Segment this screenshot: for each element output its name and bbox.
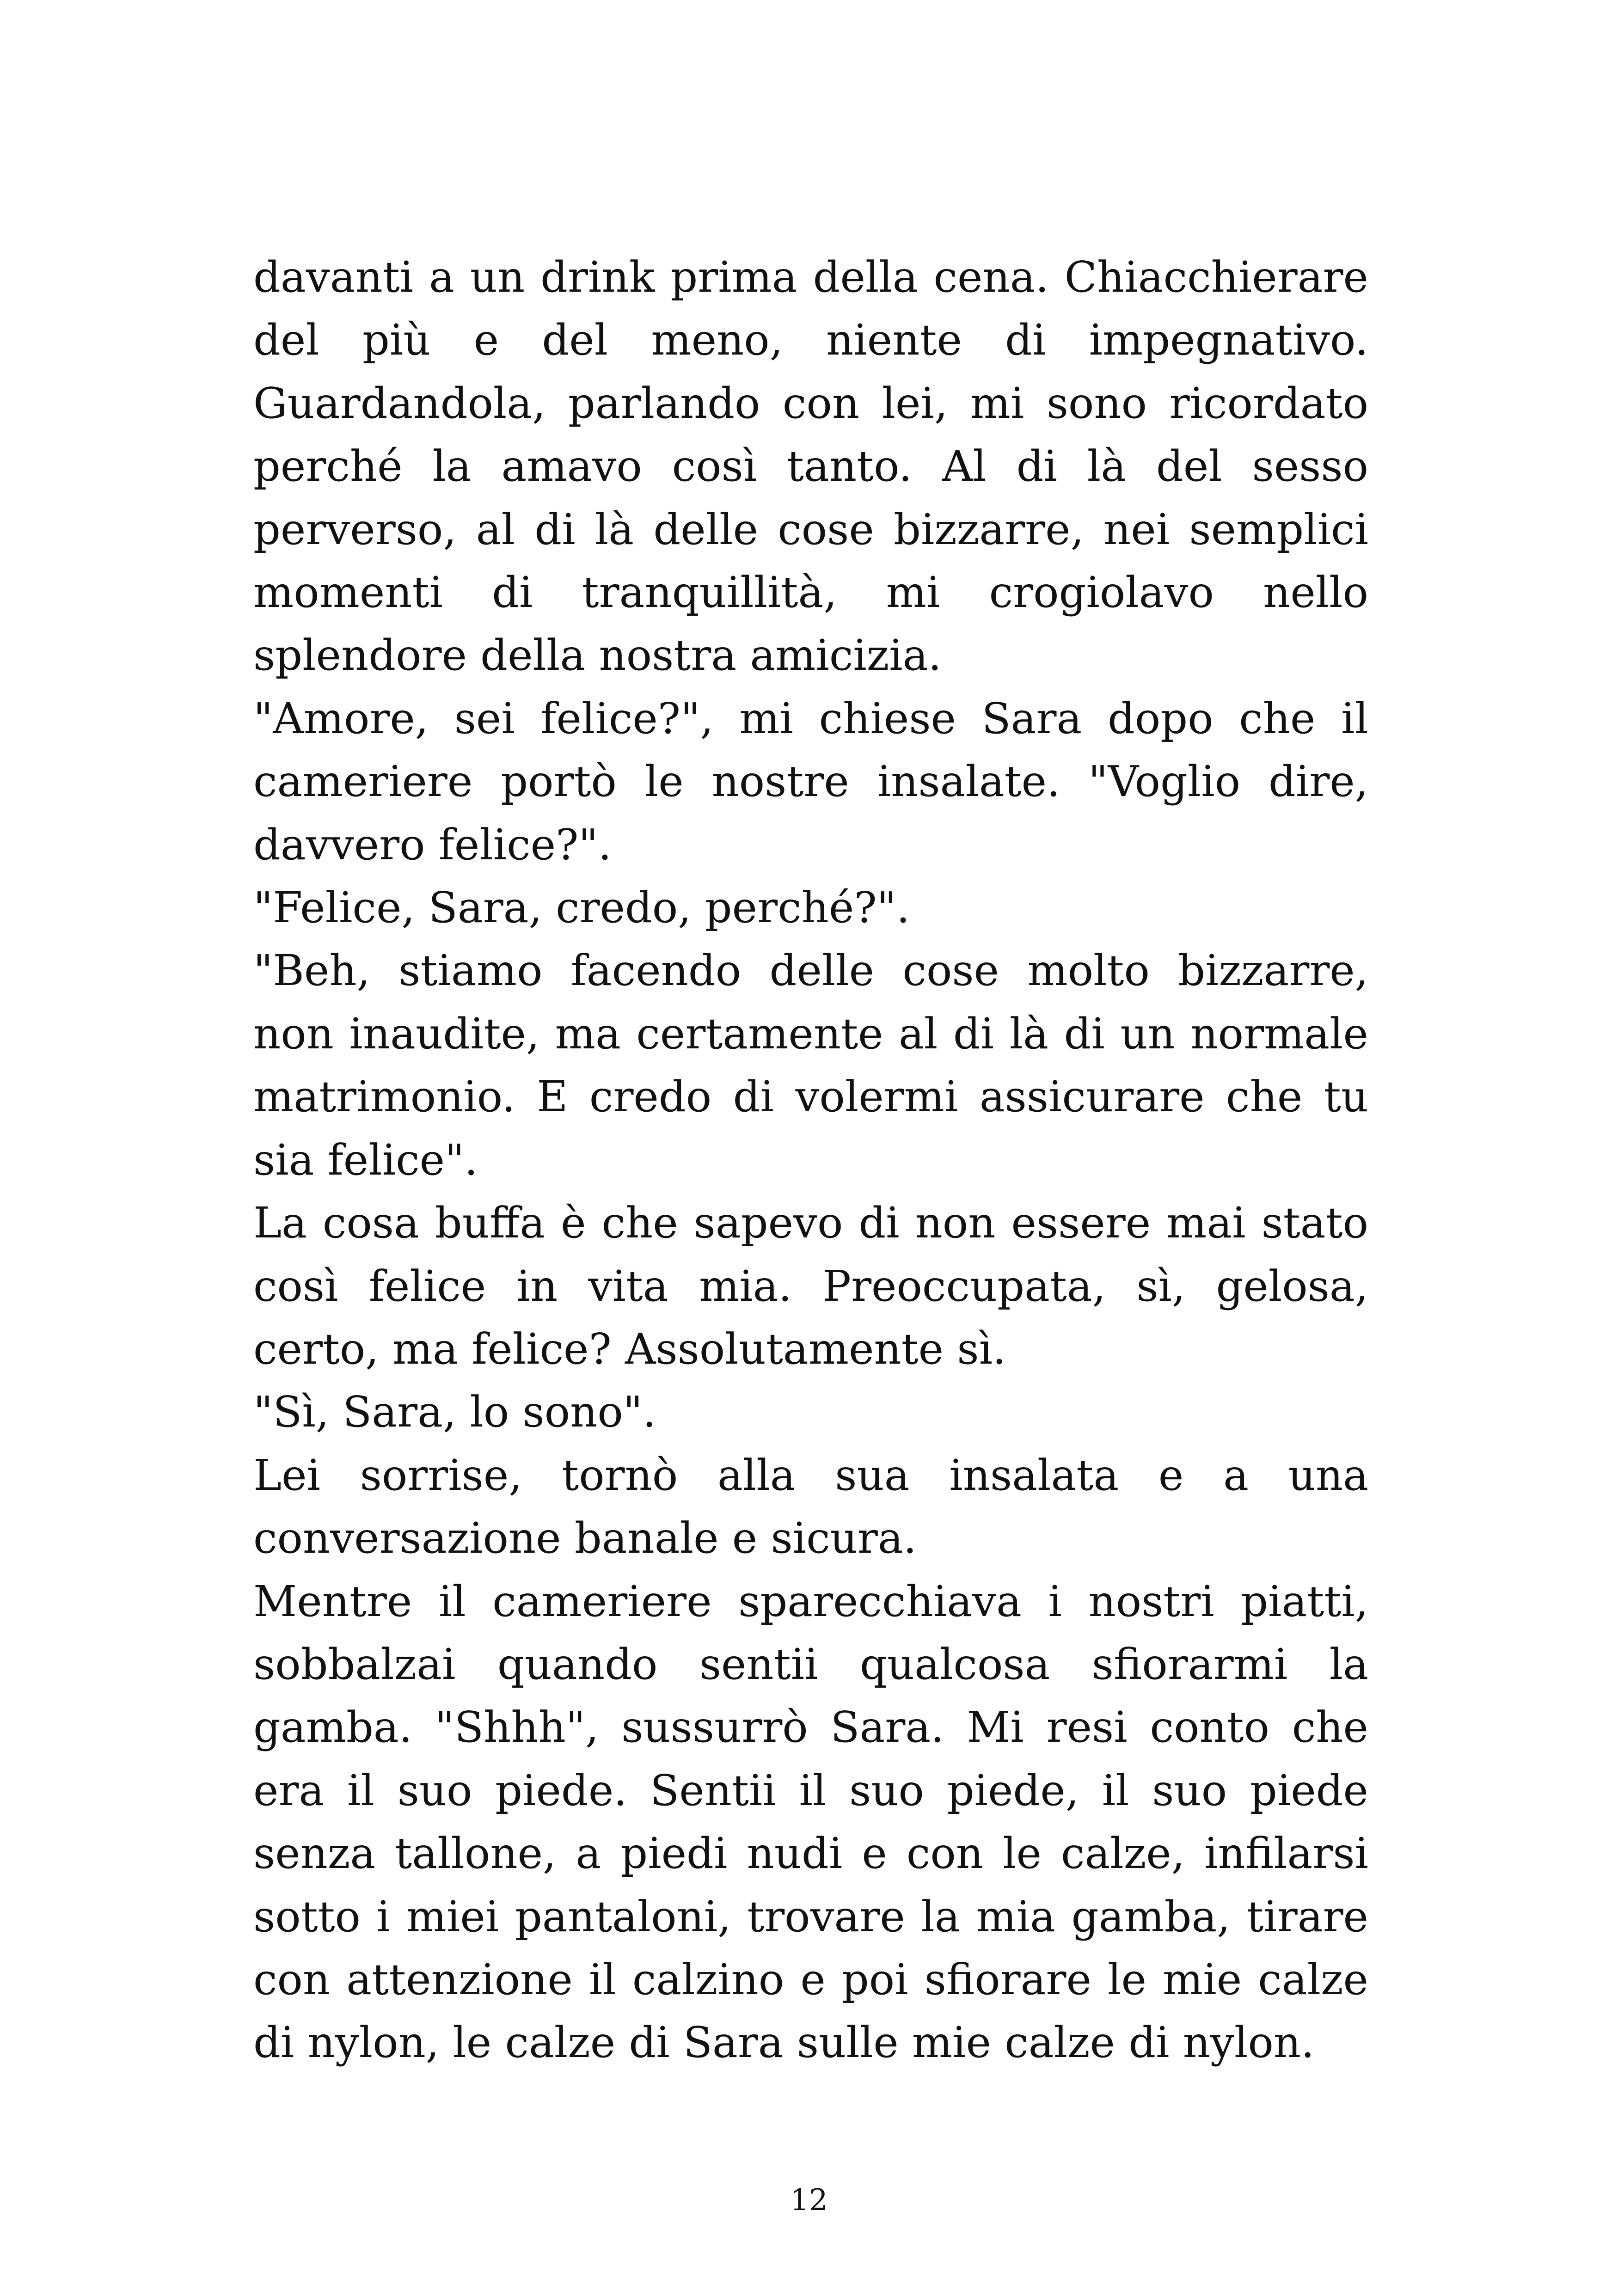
paragraph-3: "Felice, Sara, credo, perché?".: [253, 883, 910, 933]
paragraph-6: "Sì, Sara, lo sono".: [253, 1387, 656, 1437]
paragraph-4: "Beh, stiamo facendo delle cose molto bizzarre, non inaudite, ma certamente al di là di un normale matrimonio. E credo di volermi assicurare che tu sia felice".: [253, 946, 1368, 1185]
paragraph-7: Lei sorrise, tornò alla sua insalata e a una conversazione banale e sicura.: [253, 1450, 1368, 1563]
paragraph-8: Mentre il cameriere sparecchiava i nostri piatti, sobbalzai quando sentii qualcosa sfiorarmi la gamba. "Shhh", sussurrò Sara. Mi resi conto che era il suo piede. Sentii il suo piede, il suo piede senza tallone, a piedi nudi e con le calze, infilarsi sotto i miei pantaloni, trovare la mia gamba, tirare con attenzione il calzino e poi sfiorare le mie calze di nylon, le calze di Sara sulle mie calze di nylon.: [253, 1576, 1368, 2068]
paragraph-5: La cosa buffa è che sapevo di non essere mai stato così felice in vita mia. Preoccupata, sì, gelosa, certo, ma felice? Assolutamente sì.: [253, 1198, 1368, 1374]
paragraph-2: "Amore, sei felice?", mi chiese Sara dopo che il cameriere portò le nostre insalate. "Voglio dire, davvero felice?".: [253, 693, 1368, 869]
body-text: [253, 246, 1368, 2075]
paragraph-1: davanti a un drink prima della cena. Chiacchierare del più e del meno, niente di impegnativo. Guardandola, parlando con lei, mi sono ricordato perché la amavo così tanto. Al di là del sesso perverso, al di là delle cose bizzarre, nei semplici momenti di tranquillità, mi crogiolavo nello splendore della nostra amicizia.: [253, 252, 1368, 680]
page-number: 12: [790, 2183, 828, 2217]
